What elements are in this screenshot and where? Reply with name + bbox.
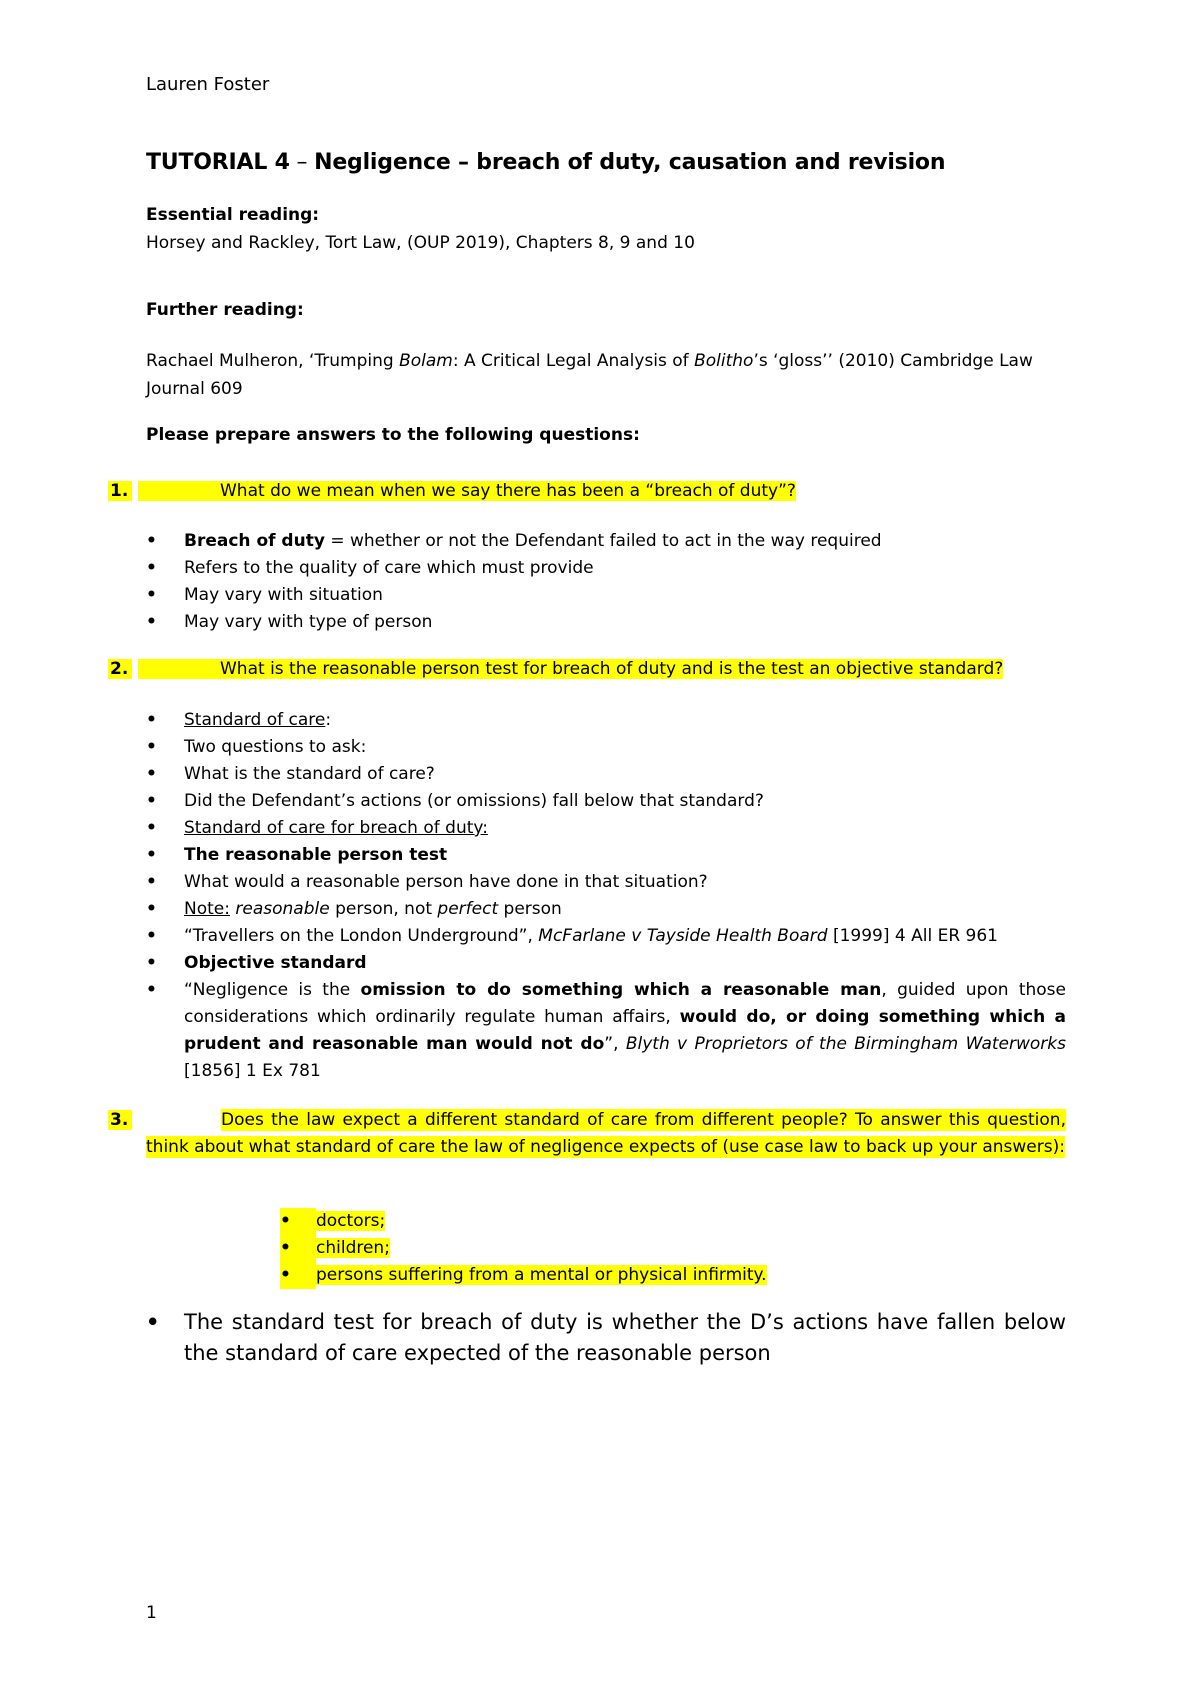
essential-reading-label: Essential reading:: [146, 205, 320, 225]
question-2-answers: [146, 707, 1066, 1085]
list-item: • persons suffering from a mental or physical infirmity.: [280, 1262, 767, 1289]
page-number: 1: [146, 1603, 157, 1623]
page-title: [146, 150, 945, 175]
list-item: • May vary with situation: [146, 582, 1066, 609]
title-main: Negligence – breach of duty, causation and revision: [314, 150, 946, 175]
question-text: Does the law expect a different standard of care from different people? To answer this question, think about what standard of care the law of negligence expects of (use case law to back up your answers):: [146, 1110, 1066, 1157]
further-reading-label: Further reading:: [146, 300, 304, 320]
list-item: • What is the standard of care?: [146, 761, 1066, 788]
list-item: • Standard of care for breach of duty:: [146, 815, 1066, 842]
question-number: 2.: [108, 659, 132, 679]
list-item: • children;: [280, 1235, 767, 1262]
question-3-answer: • The standard test for breach of duty is whether the D’s actions have fallen below the standard of care expected of the reasonable person: [146, 1310, 1066, 1365]
author-name: Lauren Foster: [146, 74, 270, 95]
list-item: • Did the Defendant’s actions (or omissions) fall below that standard?: [146, 788, 1066, 815]
question-1-answers: [146, 528, 1066, 636]
question-number: 3.: [108, 1110, 132, 1130]
question-1: [108, 481, 838, 505]
list-item: • Standard of care:: [146, 707, 1066, 734]
question-text: What do we mean when we say there has been a “breach of duty”?: [138, 481, 796, 501]
question-3-items: [280, 1208, 767, 1289]
question-3: [146, 1107, 1066, 1161]
list-item: • Refers to the quality of care which must provide: [146, 555, 1066, 582]
list-item: • doctors;: [280, 1208, 767, 1235]
title-dash: –: [289, 150, 315, 175]
list-item: • Objective standard: [146, 950, 1066, 977]
list-item: • May vary with type of person: [146, 609, 1066, 636]
list-item: • Breach of duty = whether or not the Defendant failed to act in the way required: [146, 528, 1066, 555]
question-number: 1.: [108, 481, 132, 501]
list-item: • The reasonable person test: [146, 842, 1066, 869]
question-text: What is the reasonable person test for breach of duty and is the test an objective standard?: [138, 659, 1003, 679]
essential-reading-text: Horsey and Rackley, Tort Law, (OUP 2019), Chapters 8, 9 and 10: [146, 233, 695, 253]
list-item: • Note: reasonable person, not perfect person: [146, 896, 1066, 923]
list-item: • Two questions to ask:: [146, 734, 1066, 761]
list-item: • “Travellers on the London Underground”, McFarlane v Tayside Health Board [1999] 4 All ER 961: [146, 923, 1066, 950]
further-reading-text: Rachael Mulheron, ‘Trumping Bolam: A Critical Legal Analysis of Bolitho’s ‘gloss’’ (2010) Cambridge Law Journal 609: [146, 351, 1033, 399]
title-prefix: TUTORIAL 4: [146, 150, 290, 175]
list-item: • What would a reasonable person have done in that situation?: [146, 869, 1066, 896]
list-item: • “Negligence is the omission to do something which a reasonable man, guided upon those considerations which ordinarily regulate human affairs, would do, or doing something which a prudent and reasonable man would not do”, Blyth v Proprietors of the Birmingham Waterworks [1856] 1 Ex 781: [146, 977, 1066, 1085]
prepare-instruction: Please prepare answers to the following questions:: [146, 425, 640, 445]
